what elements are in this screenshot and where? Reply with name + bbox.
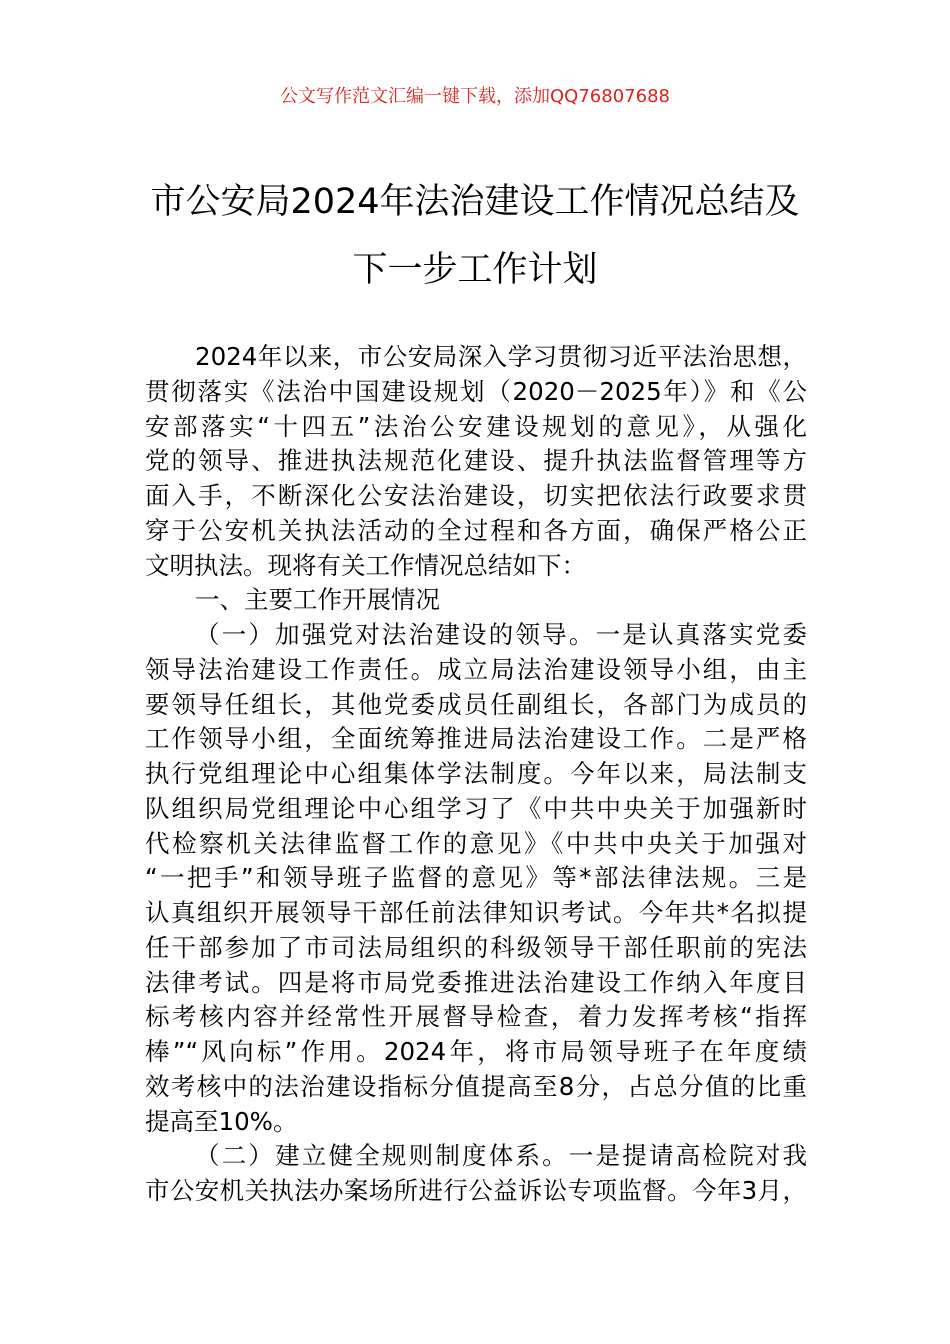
document-title-line-2: 下一步工作计划 — [352, 250, 598, 290]
body-text-line: 工作领导小组，全面统筹推进局法治建设工作。二是严格 — [145, 724, 807, 754]
body-text-line: （二）建立健全规则制度体系。一是提请高检院对我 — [195, 1141, 807, 1171]
body-text-line: 面入手，不断深化公安法治建设，切实把依法行政要求贯 — [145, 481, 807, 510]
document-body — [145, 340, 807, 1209]
body-text-line: 效考核中的法治建设指标分值提高至8分，占总分值的比重 — [145, 1071, 807, 1101]
body-text-line: 认真组织开展领导干部任前法律知识考试。今年共*名拟提 — [145, 898, 807, 927]
body-text-line: 安部落实“十四五”法治公安建设规划的意见》，从强化 — [145, 411, 807, 441]
body-text-line: 棒”“风向标”作用。2024年，将市局领导班子在年度绩 — [145, 1037, 807, 1066]
body-text-line: 一、主要工作开展情况 — [195, 585, 440, 615]
body-text-line: 文明执法。现将有关工作情况总结如下： — [145, 550, 586, 580]
body-text-line: “一把手”和领导班子监督的意见》等*部法律法规。三是 — [145, 863, 807, 893]
body-text-line: （一）加强党对法治建设的领导。一是认真落实党委 — [195, 620, 807, 649]
body-text-line: 任干部参加了市司法局组织的科级领导干部任职前的宪法 — [145, 932, 807, 962]
body-text-line: 市公安机关执法办案场所进行公益诉讼专项监督。今年3月， — [145, 1176, 807, 1205]
body-text-line: 标考核内容并经常性开展督导检查，着力发挥考核“指挥 — [145, 1002, 807, 1032]
header-download-note: 公文写作范文汇编一键下载，添加QQ76807688 — [280, 86, 670, 107]
document-title-line-1: 市公安局2024年法治建设工作情况总结及 — [150, 182, 800, 222]
body-text-line: 2024年以来，市公安局深入学习贯彻习近平法治思想， — [195, 342, 807, 371]
body-text-line: 党的领导、推进执法规范化建设、提升执法监督管理等方 — [145, 446, 807, 476]
body-text-line: 领导法治建设工作责任。成立局法治建设领导小组，由主 — [145, 654, 807, 684]
body-text-line: 要领导任组长，其他党委成员任副组长，各部门为成员的 — [145, 689, 807, 719]
body-text-line: 执行党组理论中心组集体学法制度。今年以来，局法制支 — [145, 759, 807, 788]
body-text-line: 贯彻落实《法治中国建设规划（2020－2025年）》和《公 — [145, 376, 807, 406]
body-text-line: 法律考试。四是将市局党委推进法治建设工作纳入年度目 — [145, 967, 807, 997]
body-text-line: 穿于公安机关执法活动的全过程和各方面，确保严格公正 — [145, 515, 807, 545]
body-text-line: 代检察机关法律监督工作的意见》《中共中央关于加强对 — [145, 828, 807, 858]
body-text-line: 队组织局党组理论中心组学习了《中共中央关于加强新时 — [145, 793, 807, 823]
body-text-line: 提高至10%。 — [145, 1106, 298, 1136]
